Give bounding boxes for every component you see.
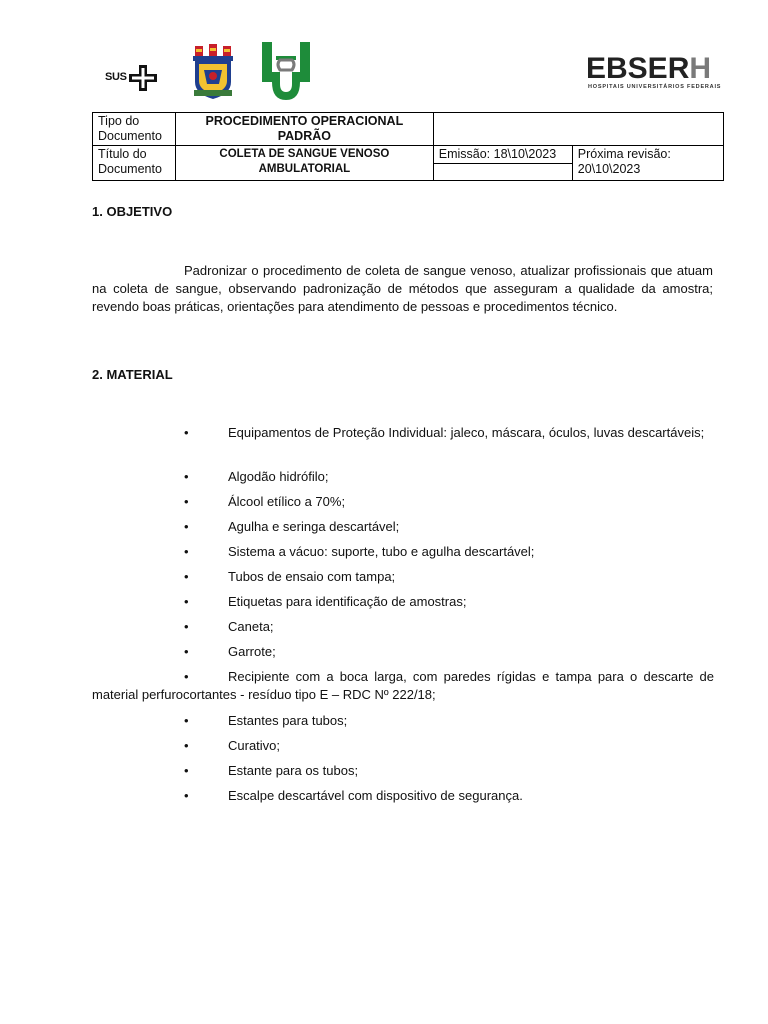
university-crest-logo [192, 44, 234, 100]
list-item-text: Caneta; [228, 619, 274, 634]
list-item [92, 762, 714, 787]
tipo-label: Tipo do Documento [93, 113, 176, 146]
empty-cell [433, 164, 572, 181]
list-item [92, 618, 714, 643]
bullet: • [184, 519, 189, 534]
emissao-cell: Emissão: 18\10\2023 [433, 146, 572, 164]
titulo-label: Título do Documento [93, 146, 176, 181]
table-row [93, 146, 724, 164]
bullet: • [184, 738, 189, 753]
bullet: • [184, 469, 189, 484]
ebserh-subtitle: HOSPITAIS UNIVERSITÁRIOS FEDERAIS [588, 84, 722, 90]
bullet: • [184, 569, 189, 584]
tipo-extra-cell [433, 113, 723, 146]
proxima-revisao-cell: Próxima revisão: 20\10\2023 [572, 146, 723, 181]
list-item-text: Etiquetas para identificação de amostras; [228, 594, 467, 609]
list-item-text: Agulha e seringa descartável; [228, 519, 400, 534]
document-info-table [92, 112, 724, 181]
list-item-text: Tubos de ensaio com tampa; [228, 569, 396, 584]
list-item-text: Estantes para tubos; [228, 713, 348, 728]
list-item [92, 737, 714, 762]
objetivo-paragraph: Padronizar o procedimento de coleta de sangue venoso, atualizar profissionais que atuam na coleta de sangue, observando padronização de métodos que asseguram a qualidade da amostra; revendo boas práticas, orientações para atendimento de pessoas e procedimentos técnico. [92, 263, 713, 314]
list-item-text: Sistema a vácuo: suporte, tubo e agulha descartável; [228, 544, 535, 559]
list-item-text: Algodão hidrófilo; [228, 469, 329, 484]
list-item [92, 518, 714, 543]
list-item [92, 468, 714, 493]
list-item [92, 568, 714, 593]
bullet: • [184, 494, 189, 509]
sus-logo [105, 63, 161, 93]
list-item [92, 668, 714, 712]
list-item-text: Curativo; [228, 738, 281, 753]
list-item [92, 593, 714, 618]
list-item-text: Escalpe descartável com dispositivo de segurança. [228, 788, 523, 803]
material-list [92, 424, 714, 812]
bullet: • [184, 713, 189, 728]
list-item-text: Álcool etílico a 70%; [228, 494, 346, 509]
list-item-text: Estante para os tubos; [228, 763, 359, 778]
bullet: • [184, 669, 189, 684]
list-item-text: Recipiente com a boca larga, com paredes rígidas e tampa para o descarte de material perfurocortantes - resíduo tipo E – RDC Nº 222/18; [92, 669, 714, 702]
list-item [92, 643, 714, 668]
ebserh-logo [586, 54, 720, 94]
hu-logo [262, 42, 310, 100]
list-item [92, 424, 714, 468]
table-row [93, 113, 724, 146]
list-item [92, 543, 714, 568]
sus-cross-icon [129, 65, 157, 91]
ebserh-wordmark-h: H [689, 52, 712, 85]
tipo-value: PROCEDIMENTO OPERACIONAL PADRÃO [176, 113, 434, 146]
section-material-title: 2. MATERIAL [92, 367, 173, 382]
titulo-value: COLETA DE SANGUE VENOSO AMBULATORIAL [176, 146, 434, 181]
list-item-text: Equipamentos de Proteção Individual: jaleco, máscara, óculos, luvas descartáveis; [228, 425, 705, 440]
bullet: • [184, 425, 189, 440]
bullet: • [184, 594, 189, 609]
ebserh-wordmark [586, 54, 711, 84]
list-item [92, 787, 714, 812]
header-logos [0, 0, 768, 110]
bullet: • [184, 763, 189, 778]
bullet: • [184, 544, 189, 559]
ebserh-wordmark-main: EBSER [586, 52, 690, 85]
list-item [92, 493, 714, 518]
bullet: • [184, 788, 189, 803]
bullet: • [184, 619, 189, 634]
bullet: • [184, 644, 189, 659]
section-objetivo-title: 1. OBJETIVO [92, 204, 173, 219]
list-item [92, 712, 714, 737]
list-item-text: Garrote; [228, 644, 276, 659]
sus-logo-text: SUS [105, 71, 127, 83]
